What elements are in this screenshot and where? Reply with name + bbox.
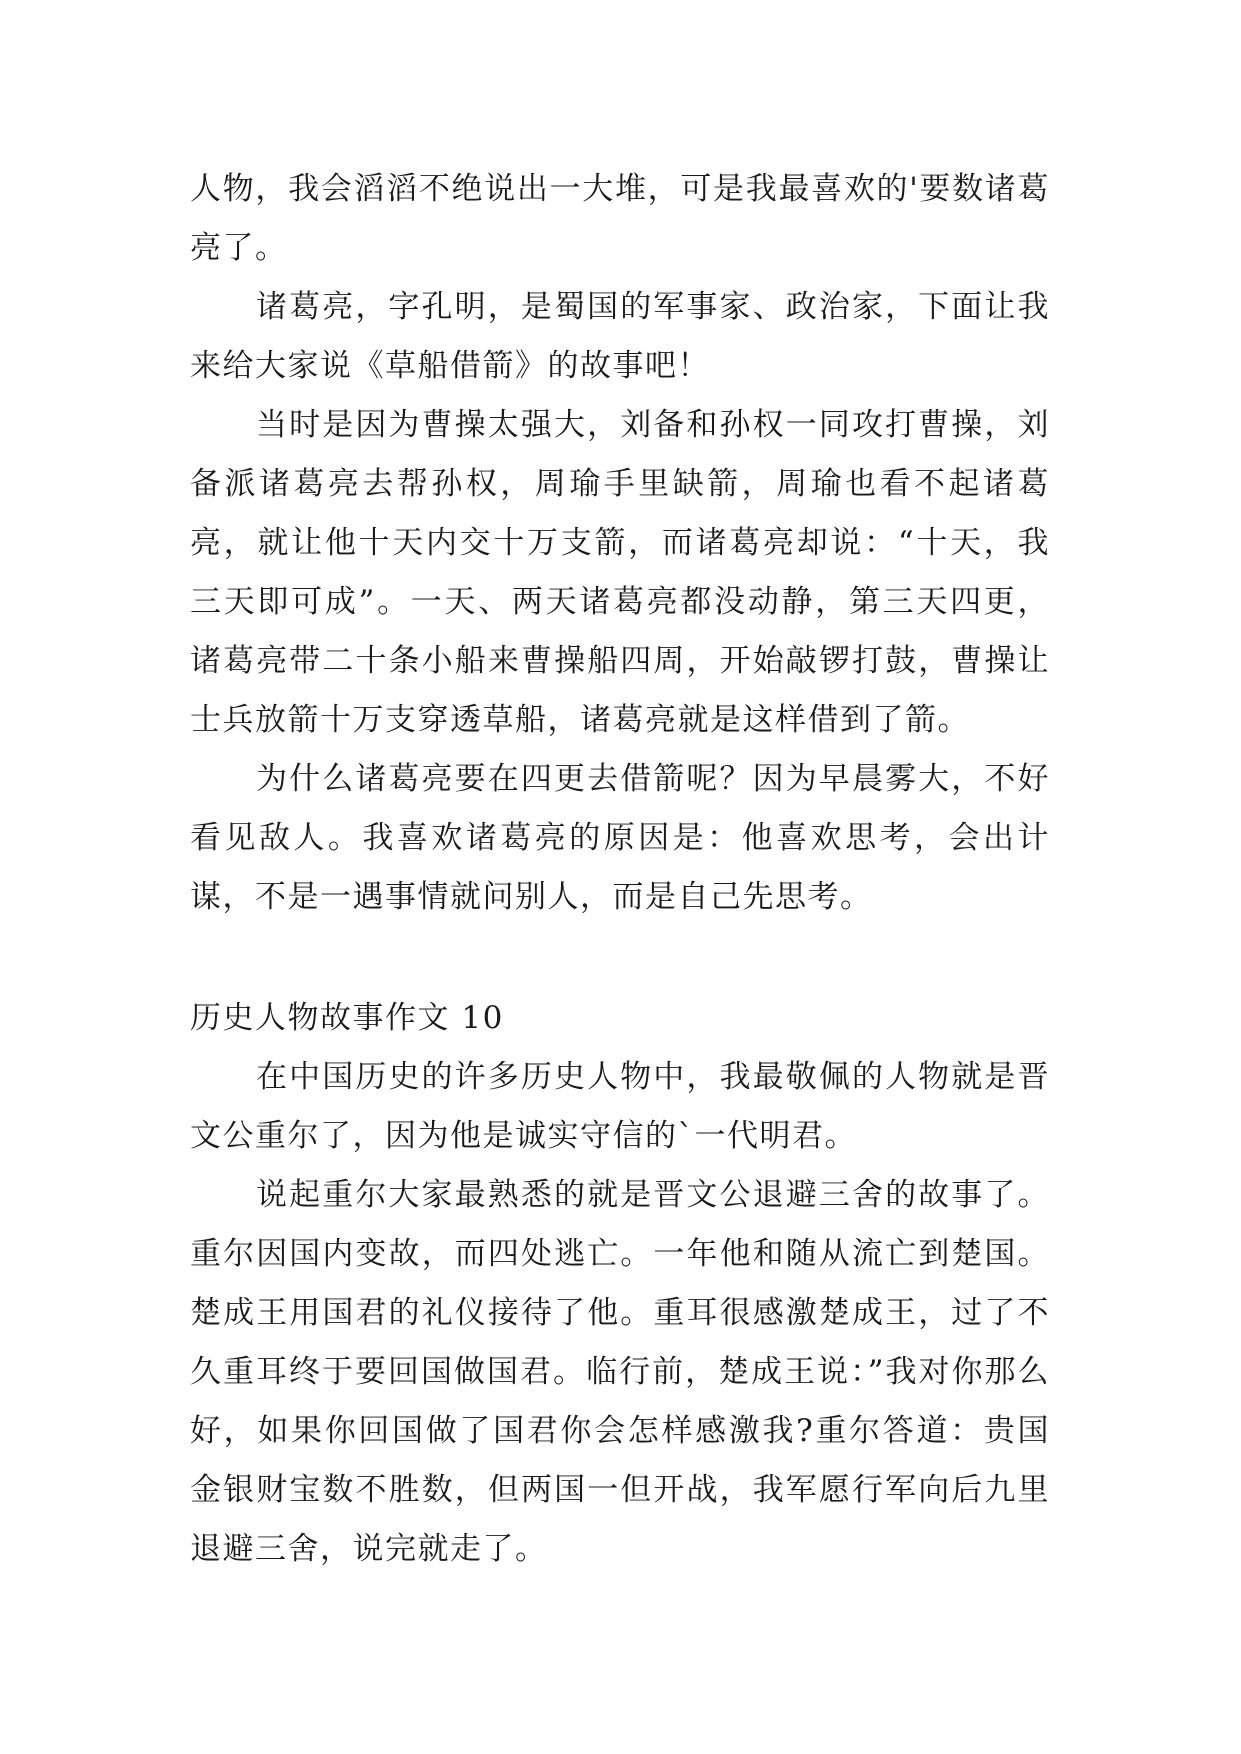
paragraph-continuation: 人物，我会滔滔不绝说出一大堆，可是我最喜欢的'要数诸葛亮了。 [190,171,1050,266]
paragraph-chong-er-intro: 在中国历史的许多历史人物中，我最敬佩的人物就是晋文公重尔了，因为他是诚实守信的`一代明君。 [190,1059,1050,1154]
section-spacer [190,927,1050,989]
paragraph-why-admire: 为什么诸葛亮要在四更去借箭呢？因为早晨雾大，不好看见敌人。我喜欢诸葛亮的原因是：他喜欢思考，会出计谋，不是一遇事情就问别人，而是自己先思考。 [190,761,1050,915]
document-body [190,160,1050,1579]
paragraph-retreat-story: 说起重尔大家最熟悉的就是晋文公退避三舍的故事了。重尔因国内变故，而四处逃亡。一年他和随从流亡到楚国。楚成王用国君的礼仪接待了他。重耳很感激楚成王，过了不久重耳终于要回国做国君。临行前，楚成王说：”我对你那么好，如果你回国做了国君你会怎样感激我?重尔答道：贵国金银财宝数不胜数，但两国一但开战，我军愿行军向后九里退避三舍，说完就走了。 [190,1177,1050,1567]
paragraph-straw-boats-story: 当时是因为曹操太强大，刘备和孙权一同攻打曹操，刘备派诸葛亮去帮孙权，周瑜手里缺箭，周瑜也看不起诸葛亮，就让他十天内交十万支箭，而诸葛亮却说：“十天，我三天即可成”。一天、两天诸葛亮都没动静，第三天四更，诸葛亮带二十条小船来曹操船四周，开始敲锣打鼓，曹操让士兵放箭十万支穿透草船，诸葛亮就是这样借到了箭。 [190,407,1050,738]
essay-heading: 历史人物故事作文 10 [190,1000,504,1036]
paragraph-zhuge-liang-intro: 诸葛亮，字孔明，是蜀国的军事家、政治家，下面让我来给大家说《草船借箭》的故事吧！ [190,289,1050,384]
